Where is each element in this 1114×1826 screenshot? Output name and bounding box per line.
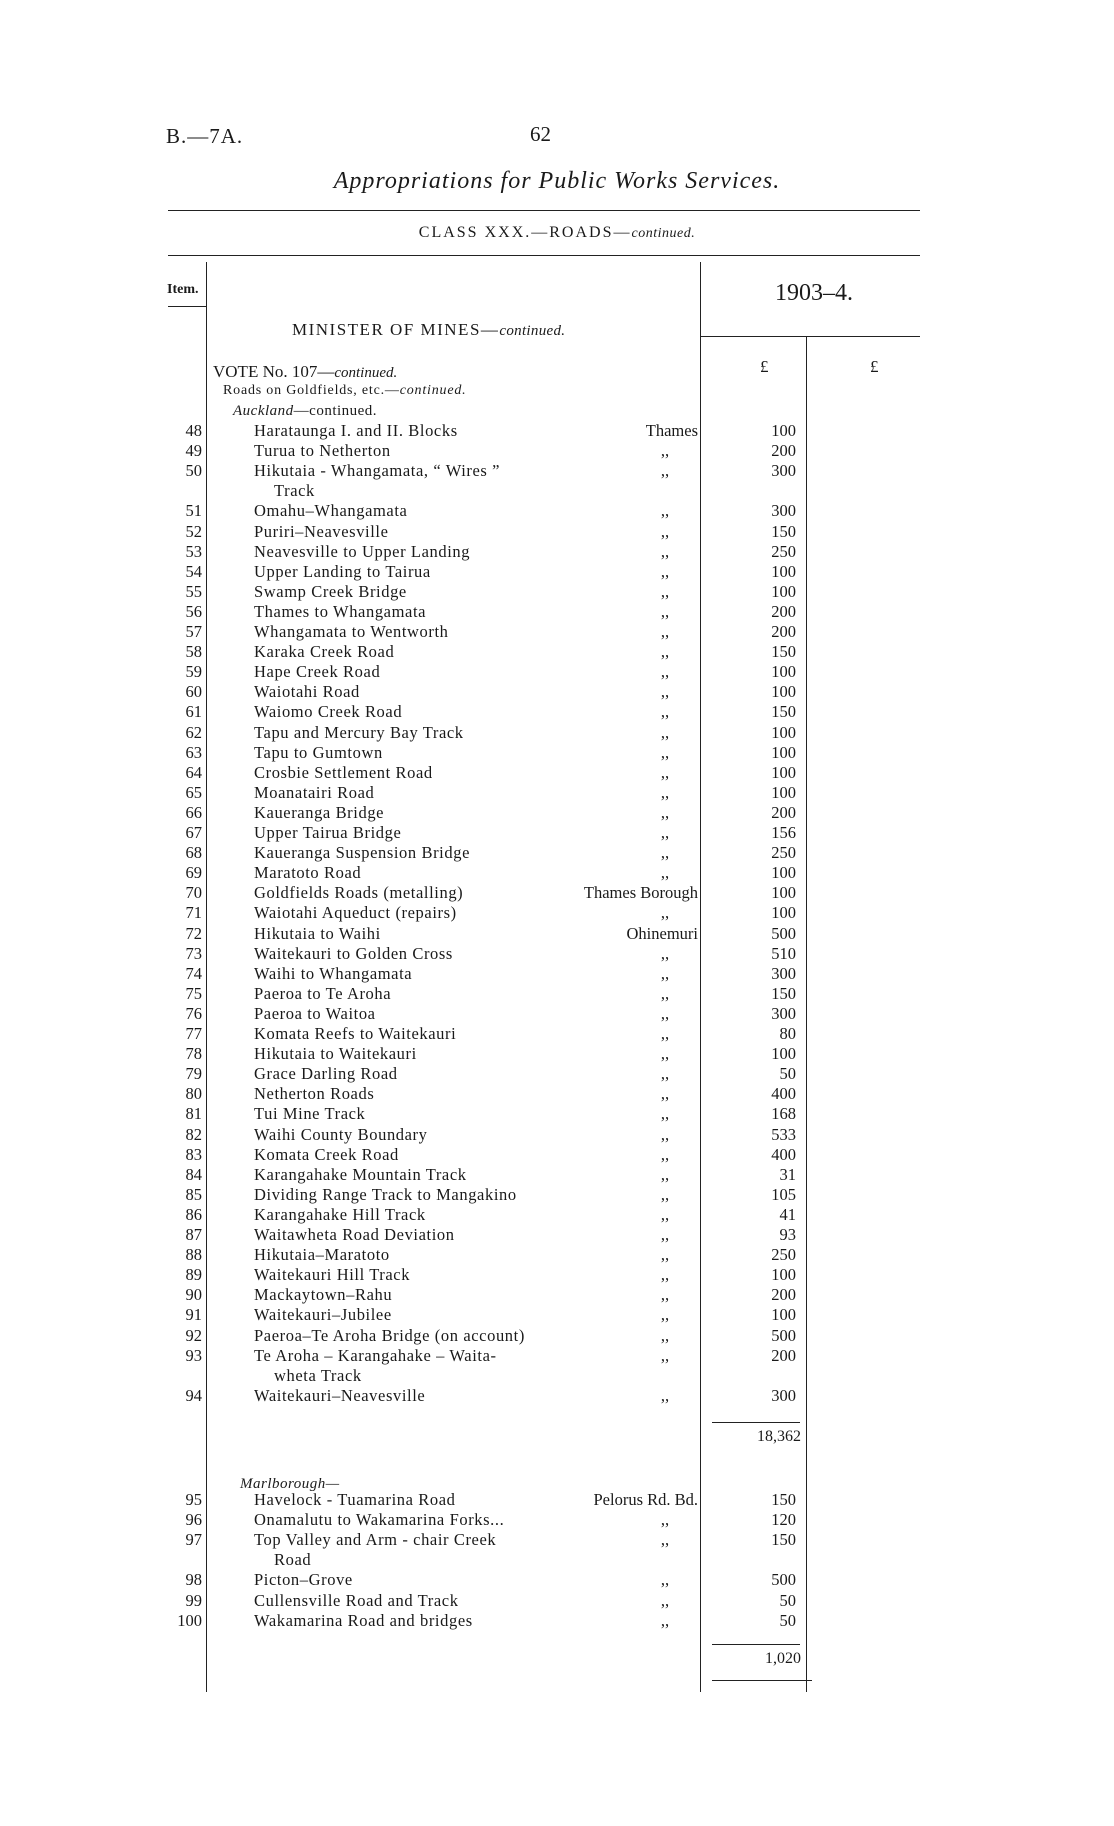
- item-number: 96: [185, 1510, 202, 1530]
- table-row: [0, 441, 1114, 461]
- road-name: Grace Darling Road: [254, 1064, 398, 1084]
- district: ,,: [660, 963, 670, 983]
- road-name: Turua to Netherton: [254, 441, 391, 461]
- item-number: 92: [185, 1325, 202, 1345]
- item-number: 81: [185, 1104, 202, 1124]
- road-name: Cullensville Road and Track: [254, 1590, 459, 1610]
- table-row: [0, 1185, 1114, 1205]
- item-number: 62: [185, 722, 202, 742]
- amount: 100: [771, 421, 796, 440]
- item-number: 67: [185, 823, 202, 842]
- table-row: [0, 1490, 1114, 1510]
- district: ,,: [660, 1285, 670, 1305]
- amount: 100: [771, 883, 796, 903]
- road-name: Tapu to Gumtown: [254, 742, 383, 762]
- road-name: Upper Landing to Tairua: [254, 561, 431, 581]
- table-row: [0, 1225, 1114, 1245]
- road-name-continued: Track: [274, 481, 315, 501]
- table-row: [0, 1530, 1114, 1570]
- amount: 150: [771, 702, 796, 722]
- district: ,,: [660, 1305, 670, 1325]
- road-name: Omahu–Whangamata: [254, 501, 408, 521]
- amount: 400: [771, 1084, 796, 1104]
- district: ,,: [660, 782, 670, 802]
- table-row: [0, 1024, 1114, 1044]
- district: ,,: [660, 1570, 670, 1590]
- district: ,,: [660, 1385, 670, 1405]
- road-name: Hikutaia to Waihi: [254, 923, 381, 943]
- table-row: [0, 964, 1114, 984]
- road-name: Waitekauri to Golden Cross: [254, 943, 453, 963]
- table-row: [0, 1611, 1114, 1631]
- amount: 533: [771, 1124, 796, 1144]
- item-number: 94: [185, 1385, 202, 1405]
- road-name: Karaka Creek Road: [254, 642, 395, 662]
- item-number: 50: [185, 461, 202, 481]
- item-number: 72: [185, 923, 202, 943]
- table-row: [0, 662, 1114, 682]
- page-title: Appropriations for Public Works Services.: [333, 168, 781, 194]
- district: ,,: [660, 702, 670, 722]
- district: ,,: [660, 1325, 670, 1345]
- table-row: [0, 622, 1114, 642]
- amount: 300: [771, 1385, 796, 1405]
- district: ,,: [660, 823, 670, 842]
- amount: 200: [771, 1285, 796, 1305]
- item-number: 91: [185, 1305, 202, 1325]
- amount: 120: [771, 1510, 796, 1530]
- amount: 100: [771, 1305, 796, 1325]
- amount: 41: [779, 1204, 796, 1224]
- table-row: [0, 1591, 1114, 1611]
- item-number: 52: [185, 521, 202, 541]
- item-number: 79: [185, 1064, 202, 1084]
- table-row: [0, 1265, 1114, 1285]
- road-name: Kaueranga Bridge: [254, 802, 385, 822]
- item-number: 68: [185, 843, 202, 863]
- amount: 105: [771, 1184, 796, 1204]
- district: ,,: [660, 501, 670, 521]
- district: ,,: [660, 762, 670, 782]
- road-name: Onamalutu to Wakamarina Forks...: [254, 1510, 505, 1530]
- amount: 100: [771, 722, 796, 742]
- amount: 100: [771, 561, 796, 581]
- road-name: Hikutaia - Whangamata, “ Wires ”: [254, 461, 501, 481]
- table-row: [0, 1245, 1114, 1265]
- table-row: [0, 582, 1114, 602]
- road-name: Te Aroha – Karangahake – Waita-: [254, 1345, 497, 1365]
- district: ,,: [660, 903, 670, 923]
- district: ,,: [660, 1084, 670, 1104]
- amount: 100: [771, 762, 796, 782]
- item-number: 65: [185, 782, 202, 802]
- road-name: Dividing Range Track to Mangakino: [254, 1184, 517, 1204]
- table-row: [0, 843, 1114, 863]
- table-row: [0, 642, 1114, 662]
- district: ,,: [660, 601, 670, 621]
- amount: 100: [771, 1265, 796, 1285]
- district: ,,: [660, 662, 670, 682]
- item-number: 51: [185, 501, 202, 521]
- amount: 93: [779, 1225, 796, 1244]
- table-row: [0, 1326, 1114, 1346]
- amount: 200: [771, 1345, 796, 1365]
- road-name: Hikutaia–Maratoto: [254, 1245, 390, 1265]
- district: ,,: [660, 1530, 670, 1550]
- district: ,,: [660, 722, 670, 742]
- district: ,,: [660, 1204, 670, 1224]
- road-name: Moanatairi Road: [254, 782, 375, 802]
- table-row: [0, 723, 1114, 743]
- table-row: [0, 1165, 1114, 1185]
- district: ,,: [660, 1164, 670, 1184]
- table-row: [0, 682, 1114, 702]
- amount: 200: [771, 441, 796, 461]
- road-name: Whangamata to Wentworth: [254, 622, 449, 641]
- table-row: [0, 1570, 1114, 1590]
- table-row: [0, 743, 1114, 763]
- item-number: 66: [185, 802, 202, 822]
- district: Thames Borough: [583, 883, 698, 903]
- amount: 500: [771, 923, 796, 943]
- table-row: [0, 1386, 1114, 1406]
- district: Ohinemuri: [626, 923, 698, 943]
- item-number: 73: [185, 943, 202, 963]
- table-row: [0, 823, 1114, 843]
- district: ,,: [660, 1265, 670, 1285]
- road-name: Komata Creek Road: [254, 1144, 399, 1164]
- road-name: Maratoto Road: [254, 863, 362, 883]
- road-name: Hikutaia to Waitekauri: [254, 1044, 417, 1064]
- auckland-total-rule: [712, 1422, 800, 1423]
- road-name: Upper Tairua Bridge: [254, 823, 402, 842]
- road-name: Crosbie Settlement Road: [254, 762, 433, 782]
- table-row: [0, 924, 1114, 944]
- item-number: 74: [185, 963, 202, 983]
- item-number: 99: [185, 1590, 202, 1610]
- item-number: 49: [185, 441, 202, 461]
- table-row: [0, 1064, 1114, 1084]
- road-name: Mackaytown–Rahu: [254, 1285, 393, 1305]
- year-header-rule: [700, 336, 920, 337]
- district: ,,: [660, 441, 670, 461]
- amount: 150: [771, 983, 796, 1003]
- item-number: 98: [185, 1570, 202, 1590]
- item-number: 61: [185, 702, 202, 722]
- amount: 500: [771, 1570, 796, 1590]
- pound-header-2: £: [870, 357, 879, 376]
- district: Pelorus Rd. Bd.: [593, 1490, 698, 1509]
- item-number: 100: [177, 1610, 202, 1630]
- road-name: Paeroa–Te Aroha Bridge (on account): [254, 1325, 525, 1345]
- road-name: Tui Mine Track: [254, 1104, 366, 1124]
- amount: 150: [771, 1530, 796, 1550]
- amount: 100: [771, 662, 796, 682]
- road-name: Waitekauri Hill Track: [254, 1265, 411, 1285]
- district: ,,: [660, 1245, 670, 1265]
- road-name: Komata Reefs to Waitekauri: [254, 1024, 457, 1043]
- district: ,,: [660, 1225, 670, 1244]
- district: ,,: [660, 1003, 670, 1023]
- road-name: Waitekauri–Neavesville: [254, 1385, 426, 1405]
- amount: 400: [771, 1144, 796, 1164]
- amount: 300: [771, 501, 796, 521]
- district: ,,: [660, 1610, 670, 1630]
- amount: 100: [771, 782, 796, 802]
- table-row: [0, 702, 1114, 722]
- amount: 100: [771, 863, 796, 883]
- road-name-continued: Road: [274, 1550, 312, 1570]
- amount: 150: [771, 1490, 796, 1509]
- item-number: 89: [185, 1265, 202, 1285]
- marlborough-total: 1,020: [765, 1650, 801, 1667]
- district: ,,: [660, 1124, 670, 1144]
- table-row: [0, 1205, 1114, 1225]
- amount: 300: [771, 1003, 796, 1023]
- item-number: 75: [185, 983, 202, 1003]
- district: ,,: [660, 461, 670, 481]
- road-name: Waitawheta Road Deviation: [254, 1225, 455, 1244]
- item-number: 56: [185, 601, 202, 621]
- item-number: 57: [185, 622, 202, 641]
- item-number: 77: [185, 1024, 202, 1043]
- marlborough-total-rule: [712, 1644, 800, 1645]
- amount: 150: [771, 642, 796, 662]
- district: ,,: [660, 581, 670, 601]
- vote-heading: VOTE No. 107—continued.: [213, 362, 398, 381]
- roads-heading: Roads on Goldfields, etc.—continued.: [223, 383, 467, 398]
- table-row: [0, 1004, 1114, 1024]
- amount: 50: [779, 1064, 796, 1084]
- minister-heading: MINISTER OF MINES—continued.: [292, 320, 566, 339]
- district: ,,: [660, 1064, 670, 1084]
- amount: 500: [771, 1325, 796, 1345]
- district: ,,: [660, 863, 670, 883]
- amount: 200: [771, 601, 796, 621]
- item-number: 90: [185, 1285, 202, 1305]
- amount: 250: [771, 541, 796, 561]
- table-row: [0, 1125, 1114, 1145]
- amount: 156: [771, 823, 796, 842]
- item-number: 95: [185, 1490, 202, 1509]
- table-row: [0, 763, 1114, 783]
- item-number: 70: [185, 883, 202, 903]
- district: ,,: [660, 1590, 670, 1610]
- title-rule: [168, 210, 920, 211]
- item-number: 59: [185, 662, 202, 682]
- table-row: [0, 542, 1114, 562]
- road-name: Waihi County Boundary: [254, 1124, 428, 1144]
- item-number: 83: [185, 1144, 202, 1164]
- amount: 50: [779, 1590, 796, 1610]
- item-number: 84: [185, 1164, 202, 1184]
- table-row: [0, 1044, 1114, 1064]
- item-number: 86: [185, 1204, 202, 1224]
- road-name: Harataunga I. and II. Blocks: [254, 421, 458, 440]
- amount: 300: [771, 963, 796, 983]
- road-name: Puriri–Neavesville: [254, 521, 389, 541]
- district: ,,: [660, 983, 670, 1003]
- auckland-heading: Auckland—continued.: [233, 403, 378, 419]
- table-row: [0, 461, 1114, 501]
- year-column-header: 1903–4.: [775, 280, 853, 306]
- item-column-header: Item.: [167, 282, 199, 297]
- table-row: [0, 501, 1114, 521]
- item-number: 93: [185, 1345, 202, 1365]
- item-number: 60: [185, 682, 202, 702]
- district: Thames: [645, 421, 698, 440]
- district: ,,: [660, 1510, 670, 1530]
- road-name-continued: wheta Track: [274, 1365, 362, 1385]
- class-title: CLASS XXX.—ROADS—continued.: [418, 224, 696, 241]
- auckland-total: 18,362: [757, 1428, 801, 1445]
- district: ,,: [660, 622, 670, 641]
- road-name: Wakamarina Road and bridges: [254, 1610, 473, 1630]
- item-number: 85: [185, 1184, 202, 1204]
- item-number: 82: [185, 1124, 202, 1144]
- amount: 168: [771, 1104, 796, 1124]
- item-number: 53: [185, 541, 202, 561]
- table-row: [0, 1345, 1114, 1385]
- district: ,,: [660, 521, 670, 541]
- road-name: Picton–Grove: [254, 1570, 353, 1590]
- amount: 80: [779, 1024, 796, 1043]
- item-number: 80: [185, 1084, 202, 1104]
- table-row: [0, 522, 1114, 542]
- item-number: 63: [185, 742, 202, 762]
- item-number: 55: [185, 581, 202, 601]
- district: ,,: [660, 1024, 670, 1043]
- amount: 250: [771, 1245, 796, 1265]
- district: ,,: [660, 943, 670, 963]
- table-row: [0, 1510, 1114, 1530]
- road-name: Waitekauri–Jubilee: [254, 1305, 392, 1325]
- road-name: Karangahake Hill Track: [254, 1204, 426, 1224]
- table-row: [0, 421, 1114, 441]
- road-name: Karangahake Mountain Track: [254, 1164, 467, 1184]
- amount: 50: [779, 1610, 796, 1630]
- road-name: Neavesville to Upper Landing: [254, 541, 471, 561]
- amount: 100: [771, 581, 796, 601]
- table-row: [0, 1285, 1114, 1305]
- road-name: Waihi to Whangamata: [254, 963, 413, 983]
- pound-header-1: £: [760, 357, 769, 376]
- district: ,,: [660, 843, 670, 863]
- item-number: 78: [185, 1044, 202, 1064]
- item-number: 48: [185, 421, 202, 440]
- road-name: Thames to Whangamata: [254, 601, 427, 621]
- district: ,,: [660, 682, 670, 702]
- district: ,,: [660, 802, 670, 822]
- road-name: Havelock - Tuamarina Road: [254, 1490, 456, 1509]
- table-row: [0, 783, 1114, 803]
- amount: 100: [771, 682, 796, 702]
- district: ,,: [660, 561, 670, 581]
- amount: 100: [771, 1044, 796, 1064]
- item-number: 54: [185, 561, 202, 581]
- table-row: [0, 883, 1114, 903]
- item-header-rule: [168, 306, 206, 307]
- road-name: Paeroa to Waitoa: [254, 1003, 376, 1023]
- road-name: Waiotahi Road: [254, 682, 360, 702]
- road-name: Swamp Creek Bridge: [254, 581, 407, 601]
- amount: 200: [771, 622, 796, 641]
- district: ,,: [660, 1044, 670, 1064]
- district: ,,: [660, 642, 670, 662]
- district: ,,: [660, 541, 670, 561]
- table-row: [0, 944, 1114, 964]
- table-row: [0, 863, 1114, 883]
- road-name: Hape Creek Road: [254, 662, 381, 682]
- amount: 250: [771, 843, 796, 863]
- item-number: 97: [185, 1530, 202, 1550]
- district: ,,: [660, 1184, 670, 1204]
- table-row: [0, 984, 1114, 1004]
- table-row: [0, 803, 1114, 823]
- page-number: 62: [530, 122, 551, 146]
- amount: 150: [771, 521, 796, 541]
- road-name: Tapu and Mercury Bay Track: [254, 722, 464, 742]
- road-name: Waiotahi Aqueduct (repairs): [254, 903, 457, 923]
- amount: 100: [771, 903, 796, 923]
- amount: 200: [771, 802, 796, 822]
- closing-rule: [712, 1680, 812, 1681]
- item-number: 87: [185, 1225, 202, 1244]
- district: ,,: [660, 1144, 670, 1164]
- table-row: [0, 1145, 1114, 1165]
- district: ,,: [660, 1345, 670, 1365]
- amount: 510: [771, 943, 796, 963]
- table-row: [0, 903, 1114, 923]
- table-row: [0, 1104, 1114, 1124]
- item-number: 69: [185, 863, 202, 883]
- district: ,,: [660, 1104, 670, 1124]
- item-number: 71: [185, 903, 202, 923]
- district: ,,: [660, 742, 670, 762]
- road-name: Netherton Roads: [254, 1084, 375, 1104]
- item-number: 76: [185, 1003, 202, 1023]
- table-row: [0, 562, 1114, 582]
- road-name: Paeroa to Te Aroha: [254, 983, 392, 1003]
- road-name: Goldfields Roads (metalling): [254, 883, 464, 903]
- table-row: [0, 1084, 1114, 1104]
- header-rule: [168, 255, 920, 256]
- road-name: Kaueranga Suspension Bridge: [254, 843, 470, 863]
- item-number: 88: [185, 1245, 202, 1265]
- road-name: Top Valley and Arm - chair Creek: [254, 1530, 497, 1550]
- road-name: Waiomo Creek Road: [254, 702, 403, 722]
- marlborough-heading: Marlborough—: [240, 1476, 340, 1492]
- amount: 31: [779, 1164, 796, 1184]
- item-number: 58: [185, 642, 202, 662]
- amount: 100: [771, 742, 796, 762]
- table-row: [0, 602, 1114, 622]
- document-code: B.—7A.: [166, 124, 244, 148]
- table-row: [0, 1305, 1114, 1325]
- item-number: 64: [185, 762, 202, 782]
- amount: 300: [771, 461, 796, 481]
